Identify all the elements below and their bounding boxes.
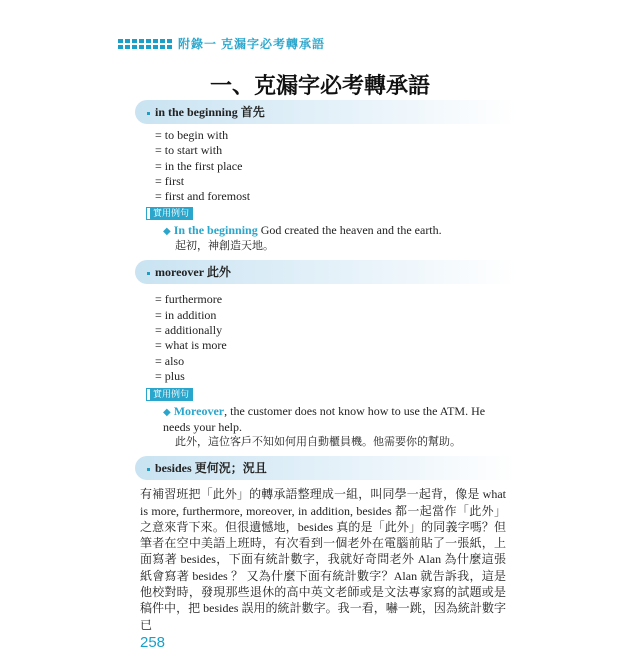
synonym: = in addition	[155, 307, 217, 322]
example-tag: 實用例句	[147, 208, 192, 219]
section-heading: besides 更何況；況且	[135, 456, 515, 480]
bullet-icon	[147, 272, 150, 275]
body-paragraph: 有補習班把「此外」的轉承語整理成一組，叫同學一起背，像是 what is more, furthermore, moreover, in addition, besides 都一起當作「此外」之意來背下來。但很遺憾地，besides 真的是「此外」的同義字嗎？但筆者在空中美語上班時，有次看到一個老外在電腦前貼了一張紙，上面寫著 besides，下面有統計數字，我就好奇問老外 Alan 為什麼這張紙會寫著 besides ？ 又為什麼下面有統計數字？Alan 就告訴我，這是他校對時，發現那些退休的高中英文老師或是文法專家寫的試題或是稿件中，把 besides 誤用的統計數字。我一看，嚇一跳，因為統計數字已	[140, 487, 506, 632]
synonym: = furthermore	[155, 292, 223, 307]
section-heading: moreover 此外	[135, 260, 515, 284]
diamond-icon: ◆	[163, 407, 171, 419]
bullet-icon	[147, 112, 150, 115]
synonym: = first	[155, 173, 185, 188]
page-title: 一、克漏字必考轉承語	[209, 73, 430, 98]
synonym-list	[155, 128, 640, 204]
section-heading: in the beginning 首先	[135, 100, 515, 124]
synonym: = to start with	[155, 143, 223, 158]
synonym: = in the first place	[155, 158, 243, 173]
example-tag: 實用例句	[147, 389, 192, 400]
diamond-icon: ◆	[163, 226, 171, 238]
bullet-icon	[147, 468, 150, 471]
example-sentence: ◆ In the beginning God created the heaven and the earth. 起初，神創造天地。	[163, 223, 442, 253]
synonym: = additionally	[155, 323, 223, 338]
example-sentence: ◆ Moreover, the customer does not know how to use the ATM. He needs your help. 此外，這位客戶不知如何用自動櫃員機。他需要你的幫助。	[163, 404, 486, 449]
synonym: = to begin with	[155, 128, 229, 142]
synonym: = plus	[155, 368, 185, 383]
page-number: 258	[140, 633, 166, 651]
synonym: = first and foremost	[155, 189, 251, 204]
running-header: 附錄一 克漏字必考轉承語	[178, 37, 326, 51]
synonym: = what is more	[155, 338, 227, 353]
synonym: = also	[155, 353, 185, 368]
synonym-list	[155, 292, 640, 384]
